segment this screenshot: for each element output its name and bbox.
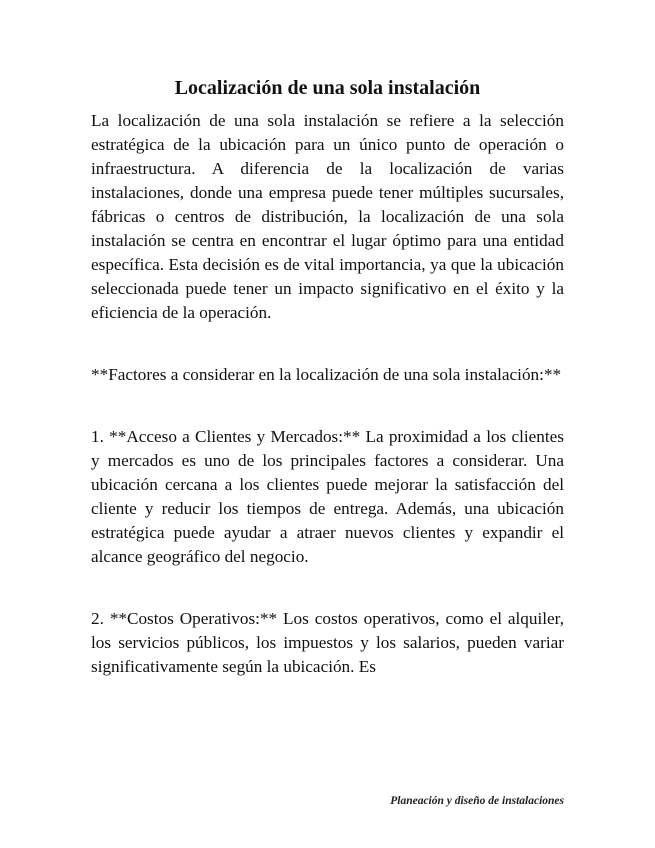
- paragraph-spacer: [91, 387, 564, 425]
- paragraph-spacer: [91, 569, 564, 607]
- factor-1-paragraph: 1. **Acceso a Clientes y Mercados:** La proximidad a los clientes y mercados es uno de los principales factores a considerar. Una ubicación cercana a los clientes puede mejorar la satisfacción del cliente y reducir los tiempos de entrega. Además, una ubicación estratégica puede ayudar a atraer nuevos clientes y expandir el alcance geográfico del negocio.: [91, 427, 564, 566]
- paragraph-spacer: [91, 325, 564, 363]
- page-title: Localización de una sola instalación: [174, 77, 481, 99]
- factor-2-paragraph: 2. **Costos Operativos:** Los costos operativos, como el alquiler, los servicios públicos, los impuestos y los salarios, pueden variar significativamente según la ubicación. Es: [91, 609, 564, 676]
- page-footer: Planeación y diseño de instalaciones: [390, 795, 564, 807]
- intro-paragraph: La localización de una sola instalación se refiere a la selección estratégica de la ubicación para un único punto de operación o infraestructura. A diferencia de la localización de varias instalaciones, donde una empresa puede tener múltiples sucursales, fábricas o centros de distribución, la localización de una sola instalación se centra en encontrar el lugar óptimo para una entidad específica. Esta decisión es de vital importancia, ya que la ubicación seleccionada puede tener un impacto significativo en el éxito y la eficiencia de la operación.: [91, 111, 564, 322]
- factors-heading-paragraph: **Factores a considerar en la localización de una sola instalación:**: [91, 365, 562, 384]
- document-page: [91, 74, 564, 679]
